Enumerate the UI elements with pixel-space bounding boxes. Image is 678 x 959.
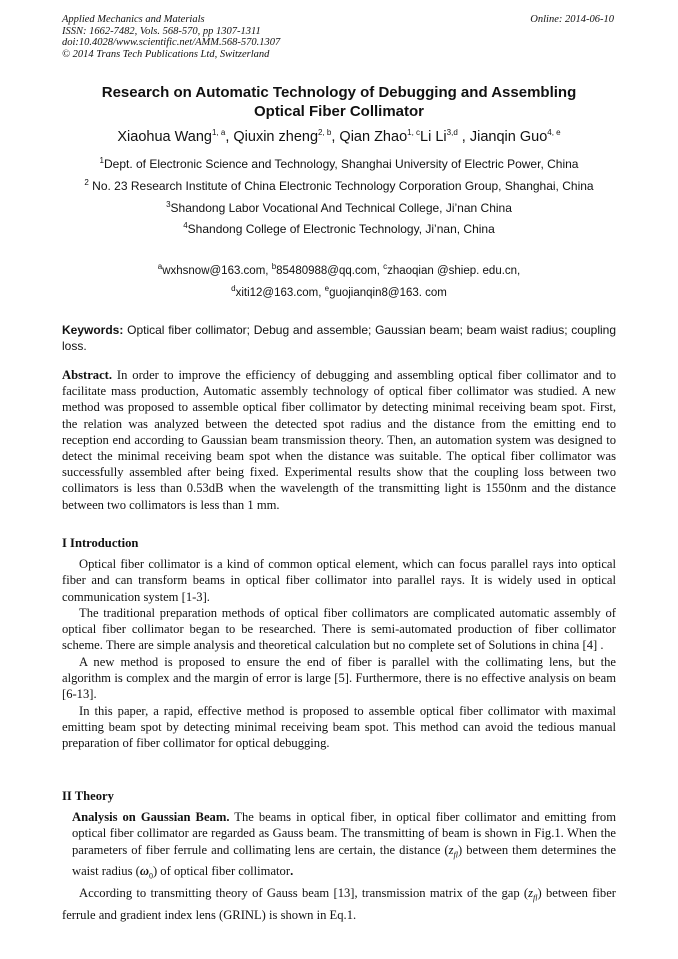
- section-heading-introduction: I Introduction: [62, 536, 139, 550]
- author-name: Li Li: [420, 129, 447, 145]
- math-sub: fl: [453, 850, 458, 860]
- affiliation-text: Dept. of Electronic Science and Technology, Shanghai University of Electric Power, China: [103, 157, 579, 171]
- text-run: The beams in optical fiber, in optical fiber collimator and emitting from optical fiber collimator are regarded as Gauss beam. The transmitting of beam is shown in Fig.1. When the parameters of fiber ferrule and collimating lens are certain, the distance (: [72, 810, 616, 857]
- paragraph: Optical fiber collimator is a kind of common optical element, which can focus parallel rays into optical fiber and can transform beams in optical fiber collimator into parallel rays. It is widely used in optical communication system [1-3].: [62, 557, 616, 604]
- affiliation-2: [40, 179, 638, 194]
- math-sub: fl: [533, 893, 538, 903]
- text-run: According to transmitting theory of Gauss beam [13], transmission matrix of the gap (: [79, 886, 529, 901]
- affiliation-1: [40, 157, 638, 172]
- affiliation-3: [40, 201, 638, 216]
- issn-line: ISSN: 1662-7482, Vols. 568-570, pp 1307-1311: [62, 25, 261, 37]
- introduction-body: [62, 556, 616, 752]
- run-in-heading: Analysis on Gaussian Beam.: [72, 810, 230, 824]
- journal-header: [62, 14, 280, 60]
- math-z: z: [528, 886, 534, 901]
- author-sep: ,: [225, 129, 234, 145]
- keywords-text: Optical fiber collimator; Debug and assemble; Gaussian beam; beam waist radius; coupling loss.: [62, 323, 616, 353]
- paragraph: The traditional preparation methods of optical fiber collimators are complicated automatic assembly of optical fiber collimator began to be researched. There is semi-automated production of fiber collimator scheme. There are simple analysis and theoretical calculation but no complete set of Solutions in china [4] .: [62, 605, 616, 653]
- math-sub: 0: [148, 871, 153, 881]
- affiliation-sup: 4: [183, 221, 188, 230]
- email-sup: e: [324, 284, 330, 294]
- paragraph: [62, 809, 616, 885]
- affiliation-text: Shandong Labor Vocational And Technical College, Ji’nan China: [170, 201, 512, 215]
- author-list: [62, 128, 616, 146]
- keywords: [62, 322, 616, 354]
- paper-title: [62, 83, 616, 121]
- online-date: Online: 2014-06-10: [530, 14, 614, 25]
- abstract: [62, 367, 616, 513]
- math-omega: ω: [139, 864, 149, 879]
- section-heading-theory: II Theory: [62, 789, 114, 803]
- email-d: xiti12@163.com,: [235, 287, 325, 299]
- paragraph: In this paper, a rapid, effective method is proposed to assemble optical fiber collimator with maximal emitting beam spot by detecting minimal receiving beam spot. This method can avoid the tedious manual preparation of fiber collimator for optical debugging.: [62, 703, 616, 751]
- title-line-1: Research on Automatic Technology of Debugging and Assembling: [101, 84, 577, 101]
- affiliation-4: [40, 222, 638, 237]
- doi-line: doi:10.4028/www.scientific.net/AMM.568-570.1307: [62, 37, 281, 48]
- email-e: guojianqin8@163. com: [329, 287, 447, 299]
- author-sup: 3,d: [446, 128, 458, 138]
- author-name: Qian Zhao: [339, 129, 408, 145]
- author-name: Jianqin Guo: [469, 129, 548, 145]
- author-sup: 1, a: [211, 128, 226, 138]
- author-sup: 4, e: [547, 128, 561, 138]
- email-b: 85480988@qq.com,: [276, 265, 384, 277]
- text-run: ) between them determines the waist radius (: [72, 842, 616, 879]
- email-line-1: [62, 264, 616, 279]
- affiliation-sup: 3: [166, 200, 171, 209]
- math-z: z: [448, 842, 454, 857]
- author-sup: 2, b: [318, 128, 332, 138]
- author-name: Qiuxin zheng: [233, 129, 319, 145]
- text-run: ) of optical fiber collimator: [152, 864, 291, 879]
- affiliation-sup: 1: [99, 156, 104, 165]
- theory-body: [62, 809, 616, 923]
- email-sup: d: [231, 284, 236, 294]
- paragraph: A new method is proposed to ensure the end of fiber is parallel with the collimating lens, but the algorithm is complex and the margin of error is large [5]. Furthermore, there is no effective analysis on beam [6-13].: [62, 654, 616, 702]
- journal-name: Applied Mechanics and Materials: [62, 14, 205, 25]
- affiliation-sup: 2: [84, 178, 89, 187]
- email-sup: b: [271, 262, 277, 272]
- email-line-2: [62, 286, 616, 301]
- author-name: Xiaohua Wang: [117, 129, 212, 145]
- email-sup: a: [157, 262, 163, 272]
- copyright-line: © 2014 Trans Tech Publications Ltd, Switzerland: [62, 48, 270, 60]
- affiliation-text: No. 23 Research Institute of China Electronic Technology Corporation Group, Shanghai, China: [88, 179, 594, 193]
- email-a: wxhsnow@163.com,: [162, 265, 272, 277]
- abstract-label: Abstract.: [62, 368, 113, 382]
- keywords-label: Keywords:: [62, 323, 124, 337]
- email-sup: c: [383, 262, 388, 272]
- affiliation-text: Shandong College of Electronic Technology, Ji’nan, China: [187, 222, 495, 236]
- title-line-2: Optical Fiber Collimator: [253, 103, 425, 120]
- text-run: ) between fiber ferrule and gradient index lens (GRINL) is shown in Eq.1.: [62, 886, 616, 923]
- abstract-text: In order to improve the efficiency of debugging and assembling optical fiber collimator and to facilitate mass production, Automatic assembly technology of optical fiber collimator was studied. A new method was proposed to assemble optical fiber collimator by detecting minimal receiving beam spot. First, the relation was analyzed between the detected spot radius and the distance from the emitting end to reception end according to Gaussian beam transmission theory. Then, an automation system was designed to detect the minimal receiving beam spot when the distance was suitable. The optical fiber collimator was successfully assembled after being fixed. Experimental results show that the coupling loss between two collimators is less than 0.53dB when the wavelength of the transmitting light is 1550nm and the distance between two collimators is less than 1 mm.: [62, 368, 616, 512]
- paragraph: [62, 885, 616, 923]
- email-c: zhaoqian @shiep. edu.cn,: [387, 265, 521, 277]
- text-run: .: [290, 864, 294, 879]
- author-sep: ,: [457, 129, 470, 145]
- author-sep: ,: [331, 129, 340, 145]
- author-sup: 1, c: [407, 128, 421, 138]
